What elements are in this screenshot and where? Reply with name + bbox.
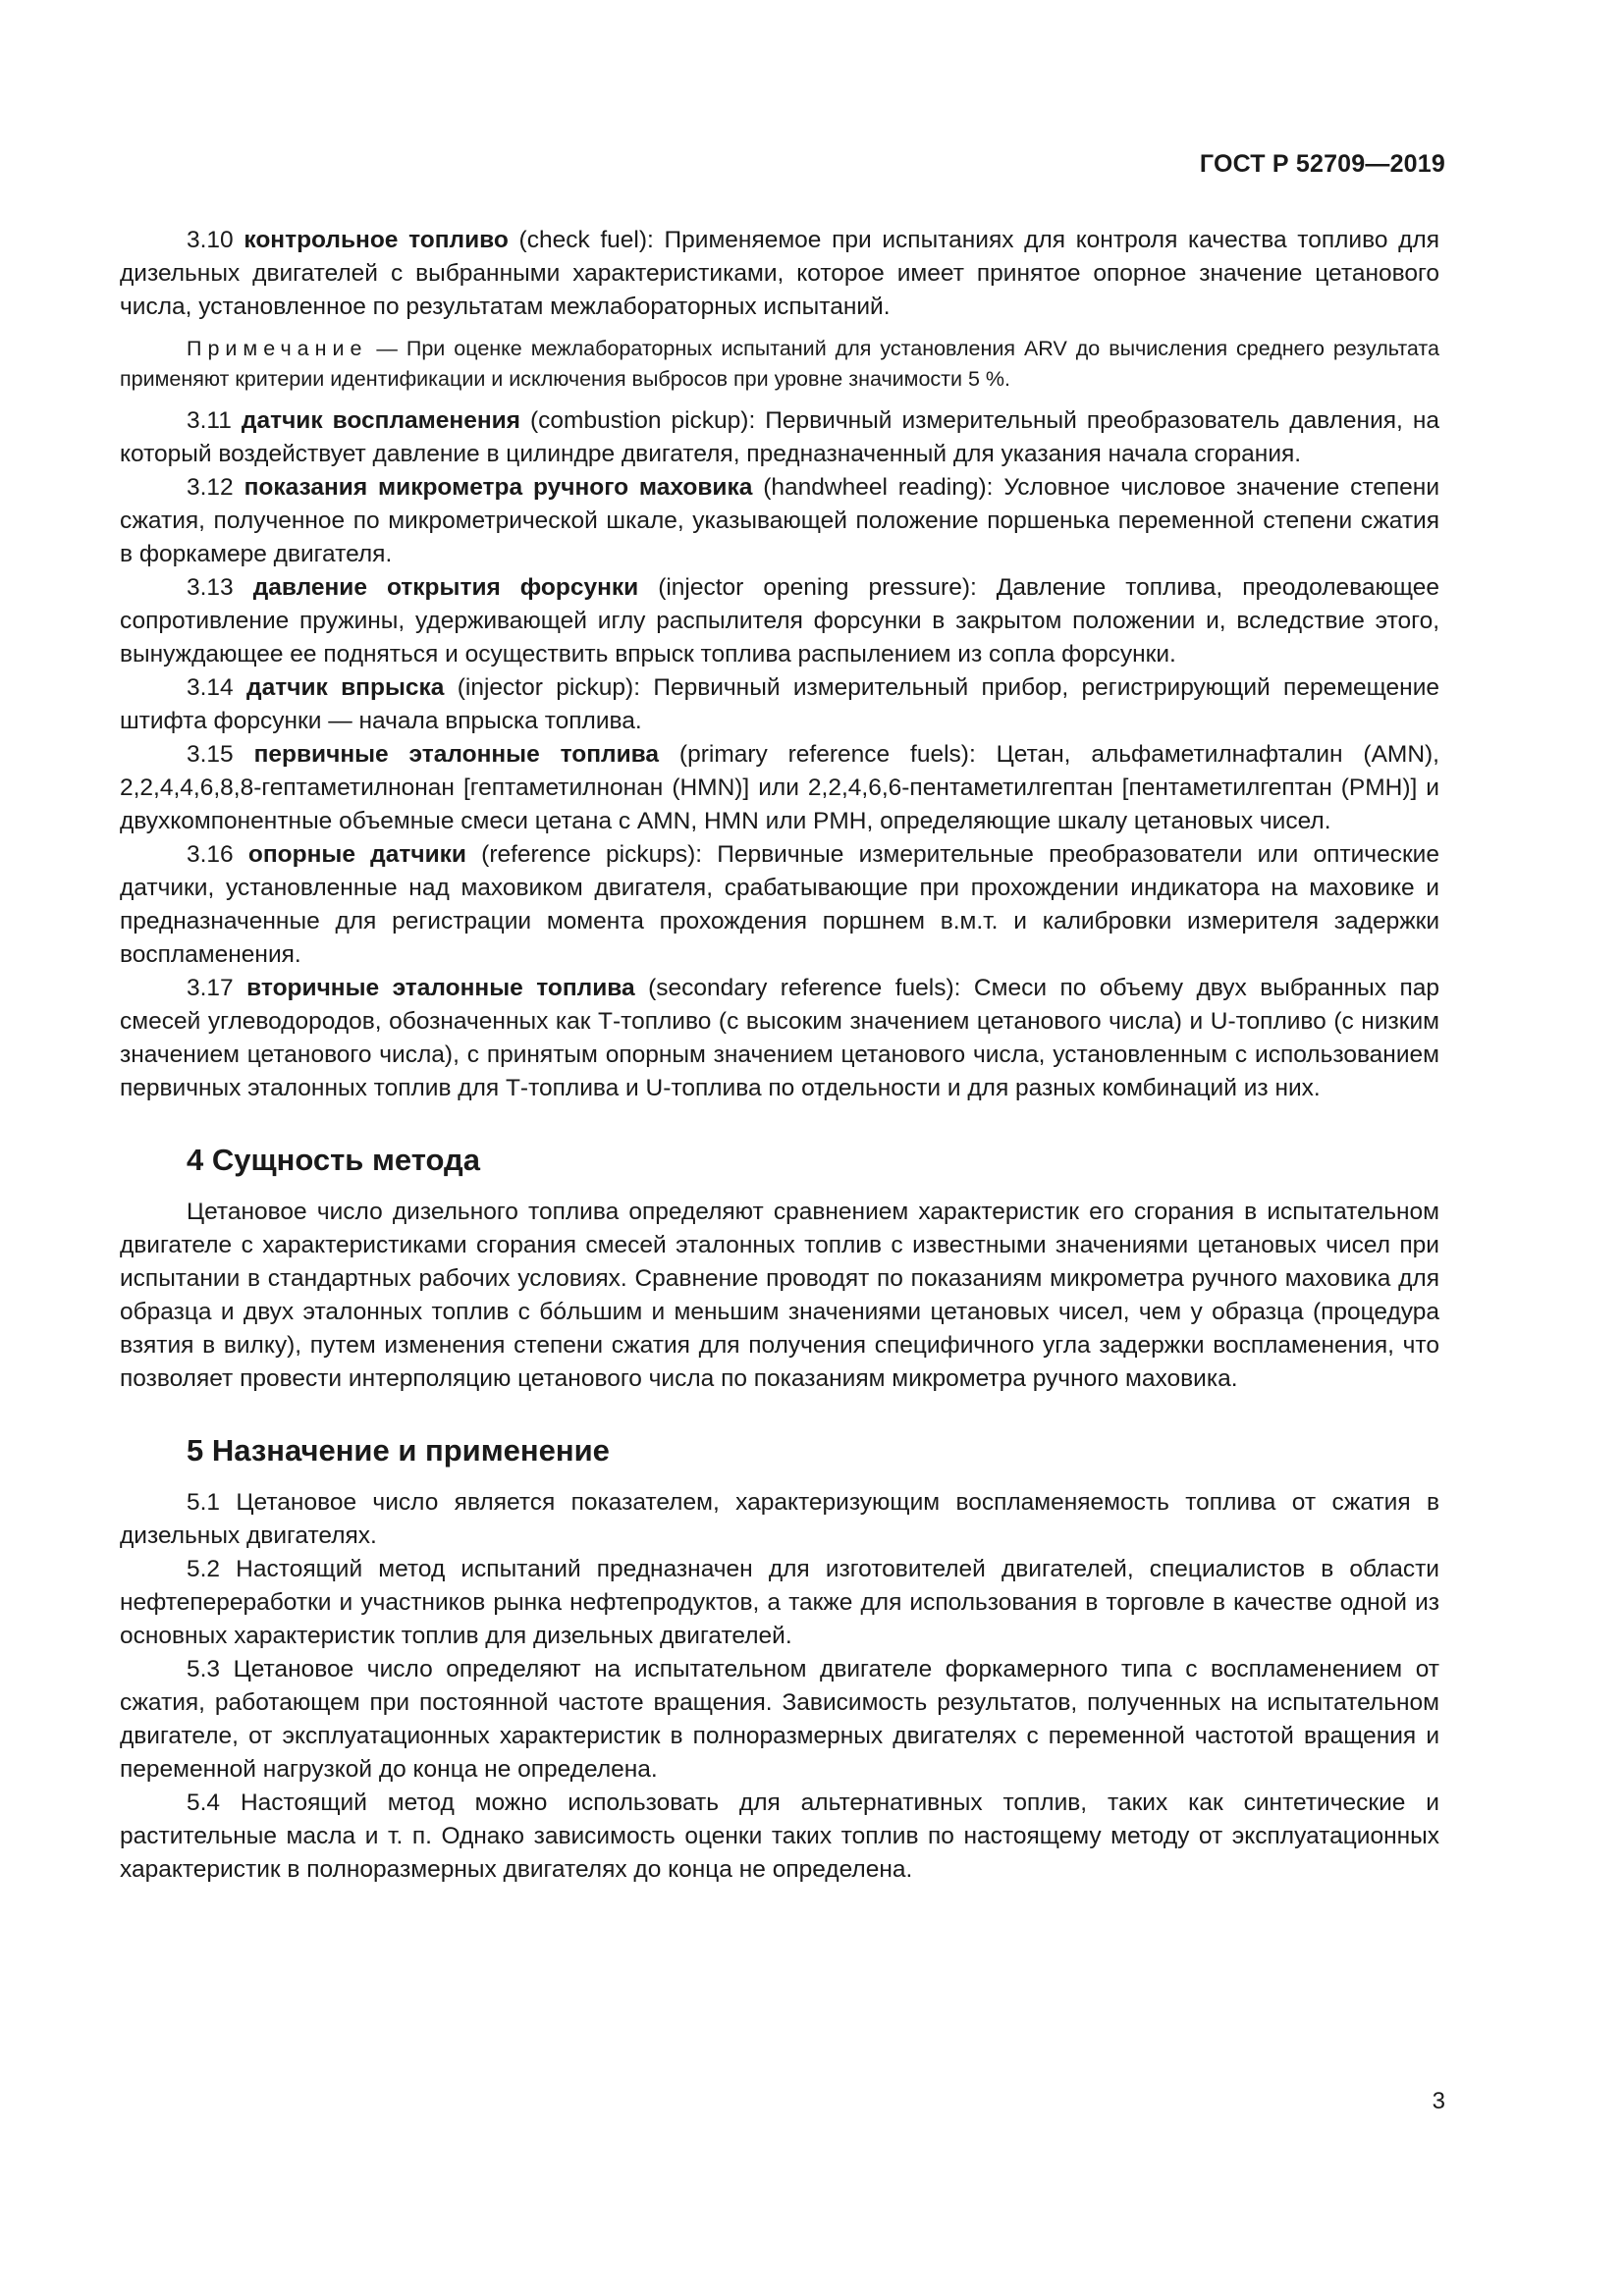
term-number: 3.14 [187, 674, 234, 701]
term-number: 3.15 [187, 741, 234, 768]
term-name: давление открытия форсунки [252, 574, 639, 601]
note-text: — При оценке межлабораторных испытаний для установления ARV до вычисления среднего результата применяют критерии идентификации и исключения выбросов при уровне значимости 5 %. [120, 337, 1439, 391]
term-3-14 [120, 671, 1439, 738]
term-name: датчик воспламенения [241, 407, 520, 434]
term-definition: (handwheel reading): Условное числовое значение степени сжатия, полученное по микрометрической шкале, указывающей положение поршенька переменной степени сжатия в форкамере двигателя. [120, 474, 1440, 567]
document-body [120, 224, 1439, 1887]
term-name: контрольное топливо [244, 227, 509, 253]
term-definition: (check fuel): Применяемое при испытаниях для контроля качества топливо для дизельных двигателей с выбранными характеристиками, которое имеет принятое опорное значение цетанового числа, установленное по результатам межлабораторных испытаний. [120, 227, 1439, 320]
term-name: показания микрометра ручного маховика [244, 474, 753, 501]
note-label: Примечание [187, 337, 368, 360]
term-name: вторичные эталонные топлива [246, 975, 635, 1001]
term-number: 3.11 [187, 407, 232, 434]
term-3-16 [120, 838, 1439, 972]
term-definition: (injector pickup): Первичный измерительный прибор, регистрирующий перемещение штифта форсунки — начала впрыска топлива. [120, 674, 1440, 734]
term-3-10 [120, 224, 1439, 324]
paragraph-5-1: 5.1 Цетановое число является показателем, характеризующим воспламеняемость топлива от сжатия в дизельных двигателях. [120, 1489, 1439, 1549]
section-5-heading: 5 Назначение и применение [187, 1433, 610, 1468]
term-number: 3.16 [187, 841, 234, 868]
term-number: 3.17 [187, 975, 234, 1001]
term-name: опорные датчики [247, 841, 466, 868]
term-3-17 [120, 972, 1439, 1105]
section-4-paragraph: Цетановое число дизельного топлива определяют сравнением характеристик его сгорания в испытательном двигателе с характеристиками сгорания смесей эталонных топлив с известными значениями цетановых чисел при испытании в стандартных рабочих условиях. Сравнение проводят по показаниям микрометра ручного маховика для образца и двух эталонных топлив с бóльшим и меньшим значениями цетановых чисел, чем у образца (процедура взятия в вилку), путем изменения степени сжатия для получения специфичного угла задержки воспламенения, что позволяет провести интерполяцию цетанового числа по показаниям микрометра ручного маховика. [120, 1199, 1439, 1392]
term-definition: (primary reference fuels): Цетан, альфаметилнафталин (AMN), 2,2,4,4,6,8,8-гептаметилнонан [гептаметилнонан (HMN)] или 2,2,4,6,6-пентаметилгептан [пентаметилгептан (PMH)] и двухкомпонентные объемные смеси цетана с AMN, HMN или PMH, определяющие шкалу цетановых чисел. [120, 741, 1439, 834]
term-definition: (secondary reference fuels): Смеси по объему двух выбранных пар смесей углеводородов, обозначенных как Т-топливо (с высоким значением цетанового числа) и U-топливо (с низким значением цетанового числа), с принятым опорным значением цетанового числа, установленным с использованием первичных эталонных топлив для Т-топлива и U-топлива по отдельности и для разных комбинаций из них. [120, 975, 1439, 1101]
term-definition: (injector opening pressure): Давление топлива, преодолевающее сопротивление пружины, удерживающей иглу распылителя форсунки в закрытом положении и, вследствие этого, вынуждающее ее подняться и осуществить впрыск топлива распылением из сопла форсунки. [120, 574, 1439, 667]
term-definition: (combustion pickup): Первичный измерительный преобразователь давления, на который воздействует давление в цилиндре двигателя, предназначенный для указания начала сгорания. [120, 407, 1440, 467]
term-name: первичные эталонные топлива [253, 741, 660, 768]
document-code-header: ГОСТ Р 52709—2019 [1199, 150, 1445, 178]
page-number: 3 [1432, 2088, 1445, 2114]
term-number: 3.13 [187, 574, 234, 601]
term-3-15 [120, 738, 1439, 838]
term-3-11 [120, 404, 1439, 471]
term-3-12 [120, 471, 1439, 571]
term-number: 3.12 [187, 474, 234, 501]
section-4-heading: 4 Сущность метода [187, 1143, 480, 1177]
note [120, 334, 1439, 395]
paragraph-5-2: 5.2 Настоящий метод испытаний предназначен для изготовителей двигателей, специалистов в области нефтепереработки и участников рынка нефтепродуктов, а также для использования в торговле в качестве одной из основных характеристик топлив для дизельных двигателей. [120, 1556, 1439, 1649]
term-definition: (reference pickups): Первичные измерительные преобразователи или оптические датчики, установленные над маховиком двигателя, срабатывающие при прохождении индикатора на маховике и предназначенные для регистрации момента прохождения поршнем в.м.т. и калибровки измерителя задержки воспламенения. [120, 841, 1439, 968]
paragraph-5-4: 5.4 Настоящий метод можно использовать для альтернативных топлив, таких как синтетические и растительные масла и т. п. Однако зависимость оценки таких топлив по настоящему методу от эксплуатационных характеристик в полноразмерных двигателях до конца не определена. [120, 1789, 1439, 1883]
paragraph-5-3: 5.3 Цетановое число определяют на испытательном двигателе форкамерного типа с воспламенением от сжатия, работающем при постоянной частоте вращения. Зависимость результатов, полученных на испытательном двигателе, от эксплуатационных характеристик в полноразмерных двигателях с переменной частотой вращения и переменной нагрузкой до конца не определена. [120, 1656, 1439, 1783]
term-number: 3.10 [187, 227, 234, 253]
term-name: датчик впрыска [246, 674, 445, 701]
term-3-13 [120, 571, 1439, 671]
